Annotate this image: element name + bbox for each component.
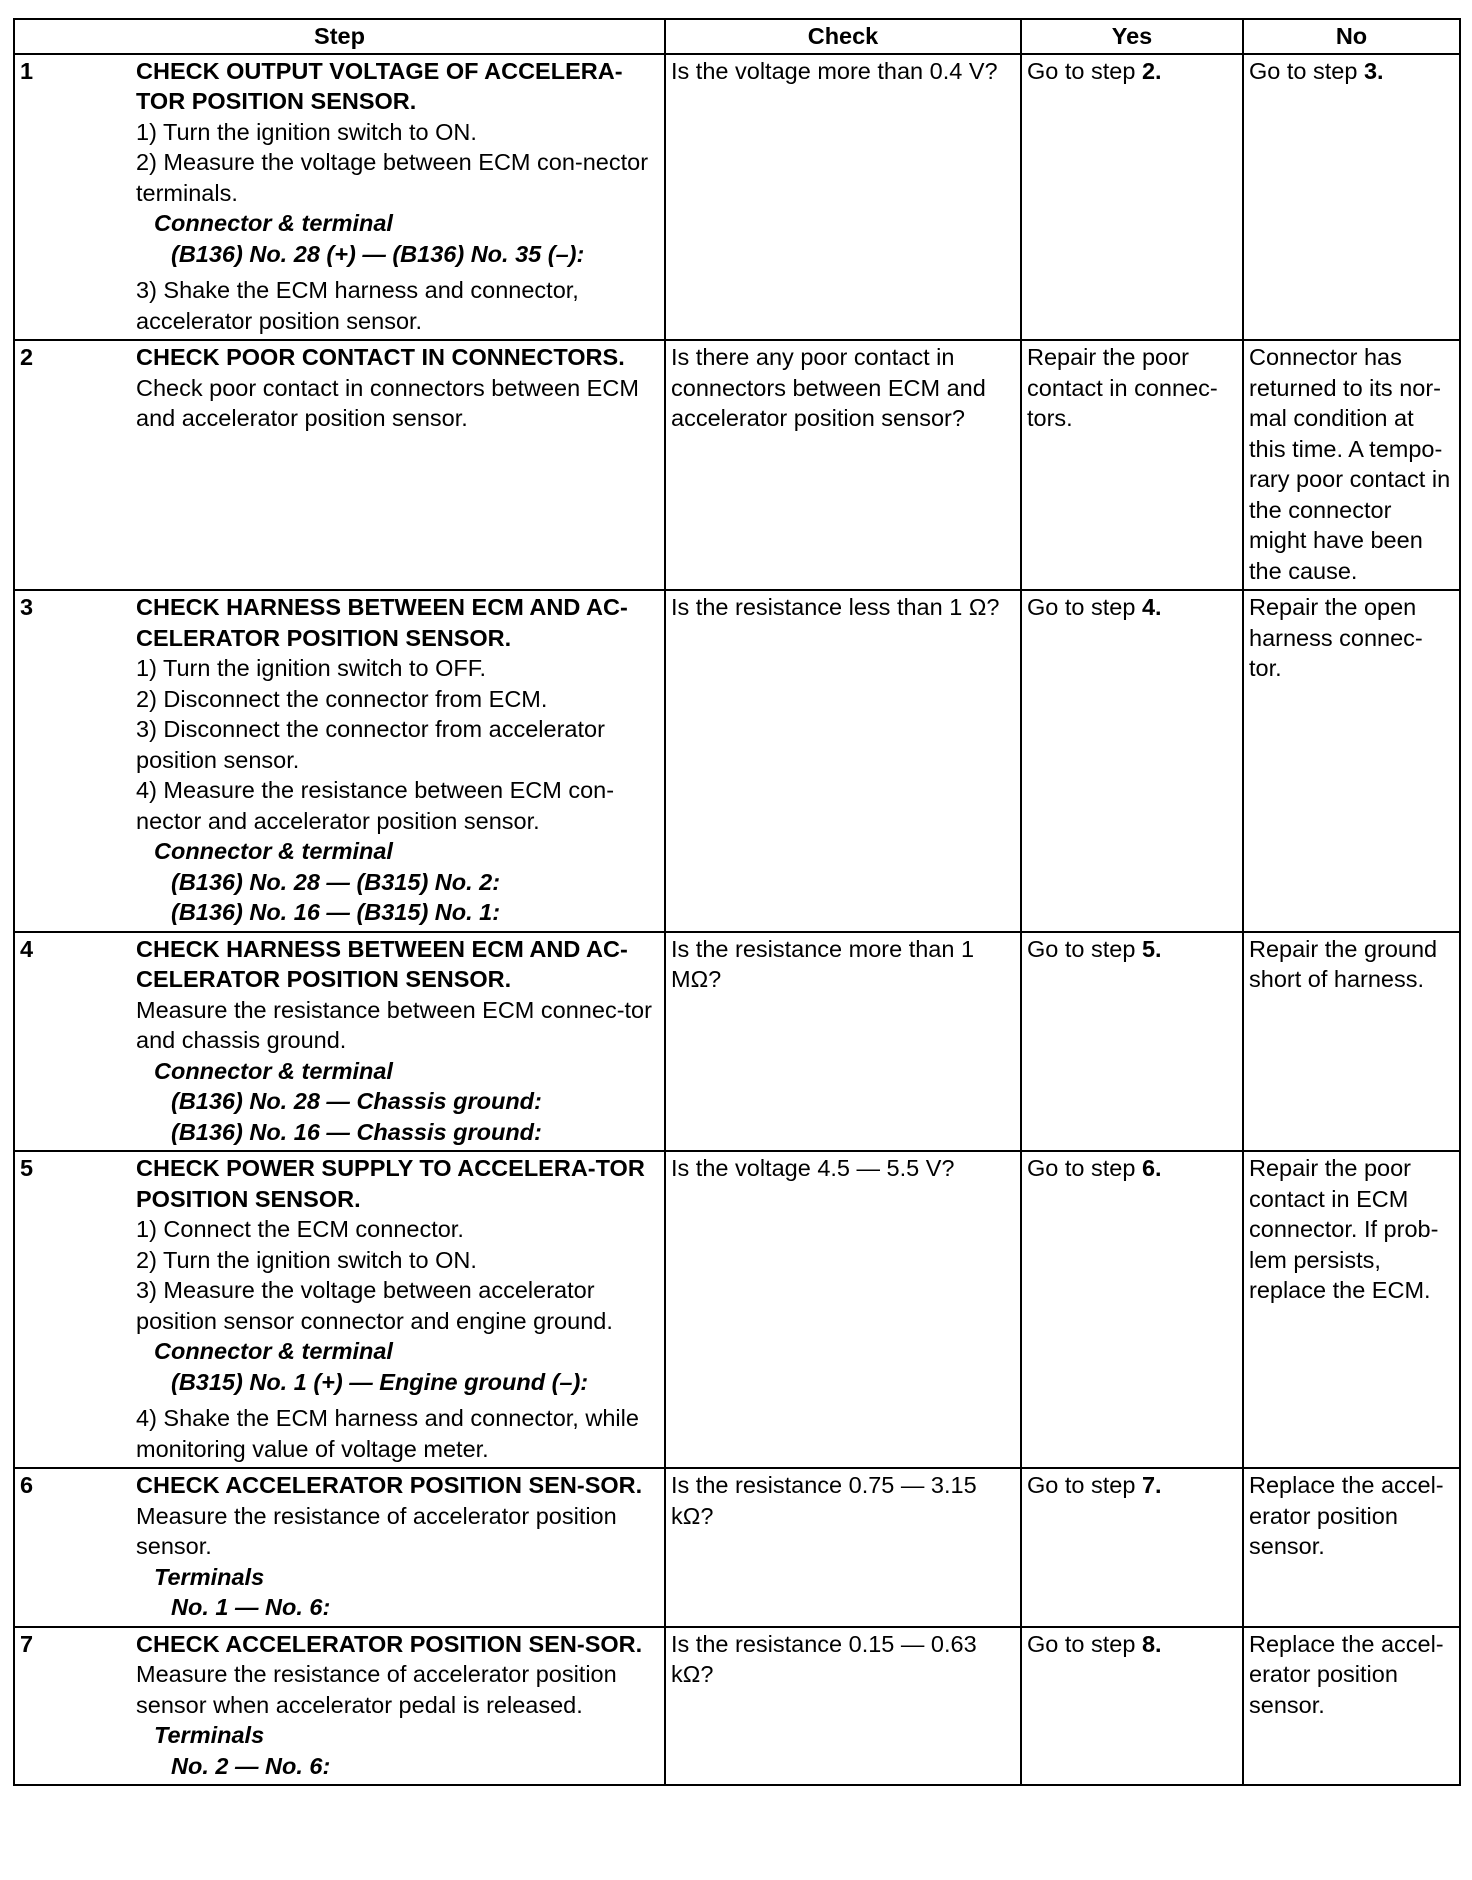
no-cell: Repair the poor contact in ECM connector. If prob-lem persists, replace the ECM. <box>1243 1151 1460 1468</box>
terminal-heading: Terminals <box>154 1722 265 1748</box>
check-cell: Is the resistance 0.15 — 0.63 kΩ? <box>665 1627 1021 1786</box>
yes-cell: Repair the poor contact in connec-tors. <box>1021 340 1243 590</box>
step-title: CHECK POWER SUPPLY TO ACCELERA-TOR POSITION SENSOR. <box>136 1155 645 1212</box>
procedure-line: Check poor contact in connectors between ECM and accelerator position sensor. <box>136 374 639 431</box>
table-row <box>14 932 1460 1152</box>
procedure-line: 4) Measure the resistance between ECM con-nector and accelerator position sensor. <box>136 777 615 834</box>
procedure-line: 2) Disconnect the connector from ECM. <box>136 685 548 712</box>
yes-step-ref: 5. <box>1141 935 1162 962</box>
terminal-heading: Terminals <box>154 1563 265 1590</box>
header-step: Step <box>14 19 665 54</box>
yes-step-ref: 6. <box>1141 1155 1162 1181</box>
step-title: CHECK ACCELERATOR POSITION SEN-SOR. <box>136 1630 643 1657</box>
yes-cell <box>1021 590 1243 932</box>
step-procedure <box>131 1468 665 1627</box>
step-title: CHECK OUTPUT VOLTAGE OF ACCELERA-TOR POSITION SENSOR. <box>136 57 623 114</box>
step-number: 1 <box>14 54 131 341</box>
terminal-value: (B136) No. 28 (+) — (B136) No. 35 (–): <box>171 240 585 267</box>
step-title: CHECK HARNESS BETWEEN ECM AND AC-CELERATOR POSITION SENSOR. <box>136 594 628 651</box>
terminal-value: No. 1 — No. 6: <box>171 1594 331 1620</box>
procedure-line: 2) Measure the voltage between ECM con-nector terminals. <box>136 149 649 206</box>
no-cell <box>1243 54 1460 341</box>
procedure-line: 2) Turn the ignition switch to ON. <box>136 1246 477 1273</box>
yes-step-ref: 4. <box>1141 594 1162 620</box>
yes-text: Go to step <box>1027 1630 1142 1657</box>
step-procedure <box>131 54 665 341</box>
step-title: CHECK HARNESS BETWEEN ECM AND AC-CELERATOR POSITION SENSOR. <box>136 935 628 992</box>
terminal-value: No. 2 — No. 6: <box>171 1752 331 1779</box>
yes-cell <box>1021 932 1243 1152</box>
step-number: 6 <box>14 1468 131 1627</box>
procedure-line: Measure the resistance of accelerator position sensor when accelerator pedal is released. <box>136 1661 617 1718</box>
step-procedure <box>131 590 665 932</box>
check-cell: Is the resistance 0.75 — 3.15 kΩ? <box>665 1468 1021 1627</box>
step-number: 5 <box>14 1151 131 1468</box>
header-yes: Yes <box>1021 19 1243 54</box>
yes-cell <box>1021 54 1243 341</box>
yes-cell <box>1021 1468 1243 1627</box>
table-row <box>14 590 1460 932</box>
terminal-value: (B136) No. 28 — (B315) No. 2: <box>171 868 501 895</box>
procedure-line: Measure the resistance between ECM connec-tor and chassis ground. <box>136 996 652 1053</box>
yes-text: Go to step <box>1027 594 1142 620</box>
step-number: 4 <box>14 932 131 1152</box>
procedure-line: Measure the resistance of accelerator position sensor. <box>136 1502 617 1559</box>
yes-cell <box>1021 1627 1243 1786</box>
step-procedure <box>131 1151 665 1468</box>
header-row <box>14 19 1460 54</box>
check-cell: Is there any poor contact in connectors between ECM and accelerator position sensor? <box>665 340 1021 590</box>
diagnostic-table <box>13 18 1461 1786</box>
procedure-line: 1) Turn the ignition switch to ON. <box>136 118 477 145</box>
check-cell: Is the voltage more than 0.4 V? <box>665 54 1021 341</box>
terminal-value: (B136) No. 16 — (B315) No. 1: <box>171 899 501 925</box>
no-cell: Repair the open harness connec-tor. <box>1243 590 1460 932</box>
step-procedure <box>131 340 665 590</box>
step-number: 7 <box>14 1627 131 1786</box>
yes-step-ref: 2. <box>1141 57 1162 84</box>
step-number: 3 <box>14 590 131 932</box>
terminal-value: (B315) No. 1 (+) — Engine ground (–): <box>171 1368 589 1395</box>
procedure-line: 3) Disconnect the connector from accelerator position sensor. <box>136 716 605 773</box>
yes-step-ref: 8. <box>1141 1630 1162 1657</box>
yes-text: Go to step <box>1027 1472 1142 1498</box>
no-cell: Replace the accel-erator position sensor. <box>1243 1627 1460 1786</box>
no-text: Go to step <box>1249 57 1364 84</box>
procedure-line: 3) Measure the voltage between accelerator position sensor connector and engine ground. <box>136 1277 613 1334</box>
step-procedure <box>131 932 665 1152</box>
yes-step-ref: 7. <box>1141 1472 1162 1498</box>
no-cell: Repair the ground short of harness. <box>1243 932 1460 1152</box>
header-check: Check <box>665 19 1021 54</box>
procedure-line: 1) Connect the ECM connector. <box>136 1216 464 1242</box>
yes-text: Go to step <box>1027 57 1142 84</box>
procedure-line: 1) Turn the ignition switch to OFF. <box>136 655 487 681</box>
yes-cell <box>1021 1151 1243 1468</box>
no-cell: Replace the accel-erator position sensor. <box>1243 1468 1460 1627</box>
step-title: CHECK ACCELERATOR POSITION SEN-SOR. <box>136 1472 643 1498</box>
table-row <box>14 1468 1460 1627</box>
check-cell: Is the resistance less than 1 Ω? <box>665 590 1021 932</box>
terminal-value: (B136) No. 16 — Chassis ground: <box>171 1118 542 1145</box>
step-procedure <box>131 1627 665 1786</box>
terminal-value: (B136) No. 28 — Chassis ground: <box>171 1088 542 1114</box>
no-step-ref: 3. <box>1363 57 1384 84</box>
procedure-line: 4) Shake the ECM harness and connector, while monitoring value of voltage meter. <box>136 1405 639 1462</box>
table-row <box>14 340 1460 590</box>
header-no: No <box>1243 19 1460 54</box>
terminal-heading: Connector & terminal <box>154 210 393 236</box>
terminal-heading: Connector & terminal <box>154 838 393 864</box>
terminal-heading: Connector & terminal <box>154 1338 393 1364</box>
yes-text: Go to step <box>1027 1155 1142 1181</box>
table-row <box>14 1151 1460 1468</box>
yes-text: Go to step <box>1027 935 1142 962</box>
step-title: CHECK POOR CONTACT IN CONNECTORS. <box>136 344 625 370</box>
no-cell: Connector has returned to its nor-mal condition at this time. A tempo-rary poor contact in the connector might have been the cause. <box>1243 340 1460 590</box>
check-cell: Is the resistance more than 1 MΩ? <box>665 932 1021 1152</box>
step-number: 2 <box>14 340 131 590</box>
terminal-heading: Connector & terminal <box>154 1057 393 1084</box>
table-row <box>14 54 1460 341</box>
table-row <box>14 1627 1460 1786</box>
procedure-line: 3) Shake the ECM harness and connector, accelerator position sensor. <box>136 277 579 334</box>
check-cell: Is the voltage 4.5 — 5.5 V? <box>665 1151 1021 1468</box>
